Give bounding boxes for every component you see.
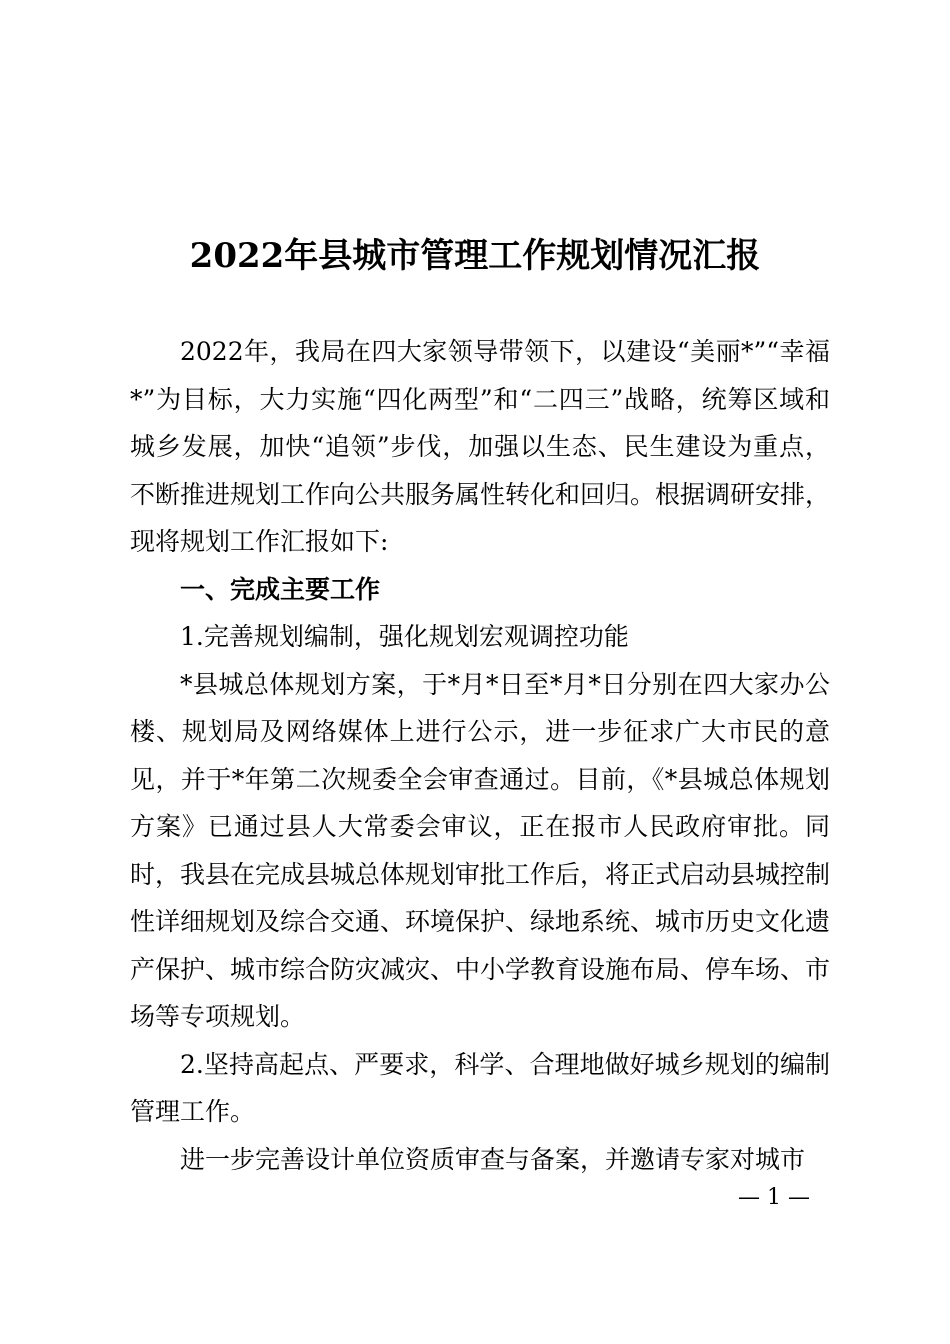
item-heading-1: 1.完善规划编制，强化规划宏观调控功能 <box>180 622 629 651</box>
document-body <box>130 328 830 1183</box>
document-title: 2022年县城市管理工作规划情况汇报 <box>189 236 761 276</box>
section-heading: 一、完成主要工作 <box>180 574 381 604</box>
item-body-1: *县城总体规划方案，于*月*日至*月*日分别在四大家办公楼、规划局及网络媒体上进行公示，进一步征求广大市民的意见，并于*年第二次规委全会审查通过。目前，《*县城总体规划方案》已通过县人大常委会审议，正在报市人民政府审批。同时，我县在完成县城总体规划审批工作后，将正式启动县城控制性详细规划及综合交通、环境保护、绿地系统、城市历史文化遗产保护、城市综合防灾减灾、中小学教育设施布局、停车场、市场等专项规划。 <box>130 669 831 1031</box>
page-number: — 1 — <box>738 1185 810 1210</box>
item-body-2: 进一步完善设计单位资质审查与备案，并邀请专家对城市 <box>180 1144 806 1174</box>
item-heading-2: 2.坚持高起点、严要求，科学、合理地做好城乡规划的编制管理工作。 <box>130 1049 830 1126</box>
intro-paragraph: 2022年，我局在四大家领导带领下，以建设“美丽*”“幸福*”为目标，大力实施“四化两型”和“二四三”战略，统筹区域和城乡发展，加快“追领”步伐，加强以生态、民生建设为重点，不断推进规划工作向公共服务属性转化和回归。根据调研安排，现将规划工作汇报如下: <box>130 337 831 556</box>
